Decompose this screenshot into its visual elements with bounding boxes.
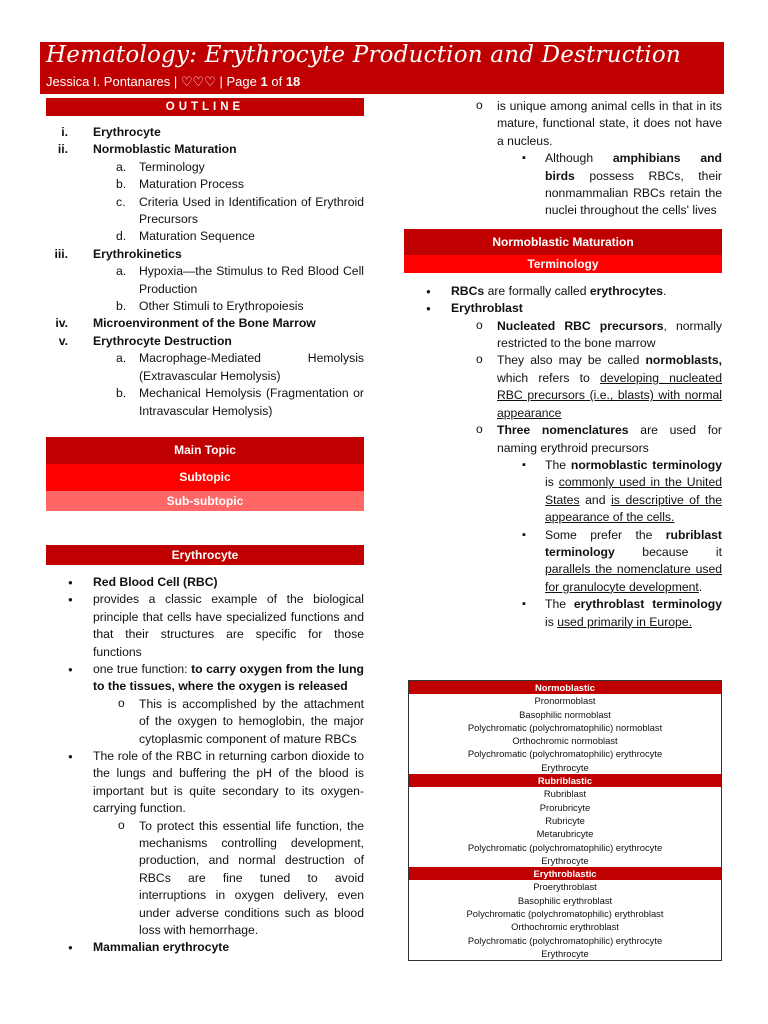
legend-main-topic: Main Topic: [46, 437, 364, 464]
text-run: and: [579, 492, 612, 507]
outline-num: v.: [58, 333, 68, 348]
outline-subitem: [46, 228, 364, 245]
nomenclature-table: [408, 680, 722, 961]
text-run: which refers to: [497, 370, 601, 385]
text-run: Nucleated RBC precursors: [497, 318, 664, 333]
table-row: Polychromatic (polychromatophilic) erythrocyte: [467, 841, 663, 853]
list-item: ● Erythroblast: [404, 300, 722, 317]
list-subitem: o To protect this essential life function, the mechanisms controlling development, production, and normal destruction of RBCs are fine tuned to avoid interruptions in oxygen delivery, even under adverse conditions such as blood loss with hemorrhage.: [46, 818, 364, 940]
text-run: RBCs: [451, 283, 485, 298]
text-run: one true function:: [93, 661, 192, 676]
text-run: developing nucleated RBC precursors (i.e., blasts) with normal appearance: [497, 370, 723, 420]
page-total: 18: [285, 74, 301, 89]
document-title: Hematology: Erythrocyte Production and Destruction: [46, 42, 681, 68]
outline-label: Mechanical Hemolysis (Fragmentation or Intravascular Hemolysis): [139, 386, 364, 418]
text-run: commonly used in the United States: [545, 475, 722, 507]
text-run: erythrocytes: [589, 283, 664, 298]
list-subitem: [404, 422, 722, 457]
outline-item: [46, 246, 364, 263]
table-row: Proerythroblast: [533, 881, 597, 893]
document-subtitle: Jessica I. Pontanares | ♡♡♡ | Page 1 of 18: [46, 74, 301, 89]
terminology-heading: Terminology: [404, 255, 722, 273]
outline-label: Criteria Used in Identification of Erythroid Precursors: [139, 194, 364, 227]
list-item: ● The role of the RBC in returning carbon dioxide to the lungs and buffering the pH of the blood is important but is quite secondary to its oxygen-carrying function.: [46, 748, 364, 818]
list-subsubitem: [404, 457, 722, 527]
outline-item: [46, 141, 364, 158]
list-subitem: o is unique among animal cells in that in its mature, functional state, it does not have a nucleus.: [404, 98, 722, 150]
table-row: Polychromatic (polychromatophilic) erythrocyte: [467, 934, 663, 946]
outline-num: a.: [116, 264, 127, 279]
outline-heading: OUTLINE: [46, 98, 364, 116]
text-run: erythroblast terminology: [573, 597, 722, 612]
text-run: Three nomenclatures: [497, 423, 629, 438]
text-run: The: [545, 597, 574, 612]
outline-subitem: [46, 194, 364, 229]
right-column: [404, 98, 722, 631]
list-subsubitem: [404, 527, 722, 597]
list-subsubitem: [404, 596, 722, 631]
table-row: Polychromatic (polychromatophilic) erythrocyte: [467, 748, 663, 760]
legend-subsubtopic: Sub-subtopic: [46, 491, 364, 511]
outline-list: [46, 124, 364, 420]
hearts-icon: ♡♡♡: [180, 74, 216, 89]
outline-num: a.: [116, 351, 127, 366]
table-header-erythroblastic: Erythroblastic: [409, 867, 721, 880]
outline-item: [46, 315, 364, 332]
text-run: normoblasts,: [645, 353, 722, 368]
outline-label: Erythrocyte Destruction: [93, 333, 232, 348]
text-run: The: [545, 457, 571, 472]
outline-label: Hypoxia—the Stimulus to Red Blood Cell Production: [139, 264, 364, 296]
outline-label: Other Stimuli to Erythropoiesis: [139, 299, 304, 314]
normoblastic-maturation-heading: Normoblastic Maturation: [404, 229, 722, 255]
list-item: ● Mammalian erythrocyte: [46, 939, 364, 956]
outline-subitem: [46, 385, 364, 420]
text-run: used primarily in Europe.: [557, 614, 692, 629]
table-row: Pronormoblast: [534, 695, 596, 707]
outline-num: a.: [116, 159, 127, 174]
table-row: Rubriblast: [543, 788, 587, 800]
table-row: Polychromatic (polychromatophilic) erythroblast: [466, 908, 664, 920]
table-row: Polychromatic (polychromatophilic) normoblast: [467, 721, 663, 733]
list-item: [46, 661, 364, 696]
table-row: Rubricyte: [545, 814, 585, 826]
outline-subitem: [46, 159, 364, 176]
text-run: .: [663, 283, 667, 298]
table-row: Orthochromic erythroblast: [511, 921, 619, 933]
table-row: Erythrocyte: [541, 947, 589, 959]
table-header-normoblastic: Normoblastic: [409, 681, 721, 694]
text-run: Some prefer the: [545, 527, 666, 542]
outline-num: iv.: [55, 316, 68, 331]
text-run: amphibians and birds: [545, 151, 722, 183]
text-run: possess RBCs, their nonmammalian RBCs retain the nuclei throughout the cells' lives: [545, 168, 722, 218]
text-run: is: [545, 475, 559, 490]
outline-num: b.: [116, 177, 127, 192]
table-header-rubriblastic: Rubriblastic: [409, 774, 721, 787]
text-run: normoblastic terminology: [570, 457, 723, 472]
list-item: ● Red Blood Cell (RBC): [46, 574, 364, 591]
page-of: of: [271, 74, 283, 89]
text-run: Although: [545, 151, 613, 166]
list-item: [404, 283, 722, 300]
outline-label: Microenvironment of the Bone Marrow: [93, 316, 316, 331]
author-name: Jessica I. Pontanares: [46, 74, 171, 89]
page-header: [40, 42, 724, 94]
outline-subitem: [46, 263, 364, 298]
table-row: Metarubricyte: [536, 828, 594, 840]
outline-num: ii.: [57, 142, 68, 157]
erythrocyte-heading: Erythrocyte: [46, 545, 364, 565]
outline-label: Terminology: [139, 159, 205, 174]
table-row: Orthochromic normoblast: [512, 735, 618, 747]
outline-num: c.: [116, 194, 126, 209]
outline-subitem: [46, 350, 364, 385]
list-subitem: [404, 352, 722, 422]
outline-item: [46, 333, 364, 350]
outline-label: Erythrocyte: [93, 125, 161, 139]
outline-item: [46, 124, 364, 141]
table-row: Erythrocyte: [541, 761, 589, 773]
list-item: ● provides a classic example of the biological principle that cells have specialized functions and that their structures are specific for those functions: [46, 591, 364, 661]
outline-num: d.: [116, 229, 127, 244]
table-row: Prorubricyte: [539, 801, 591, 813]
outline-label: Maturation Process: [139, 177, 244, 192]
page-label: Page: [226, 74, 257, 89]
text-run: are used for naming erythroid precursors: [497, 423, 722, 455]
outline-num: iii.: [54, 246, 68, 261]
text-run: rubriblast terminology: [545, 527, 722, 559]
table-row: Erythrocyte: [541, 854, 589, 866]
table-row: Basophilic erythroblast: [517, 894, 613, 906]
text-run: .: [698, 579, 703, 594]
left-column: [46, 98, 364, 957]
legend-subtopic: Subtopic: [46, 464, 364, 491]
text-run: is: [545, 614, 558, 629]
outline-label: Erythrokinetics: [93, 246, 182, 261]
text-run: is descriptive of the appearance of the cells.: [545, 492, 722, 525]
text-run: parallels the nomenclature used for granulocyte development: [545, 562, 722, 594]
page-number: 1: [260, 74, 268, 89]
list-subsubitem: [404, 150, 722, 220]
outline-label: Normoblastic Maturation: [93, 142, 237, 157]
outline-label: Macrophage-Mediated Hemolysis (Extravascular Hemolysis): [139, 351, 364, 383]
list-subitem: [404, 318, 722, 353]
text-run: are formally called: [484, 283, 590, 298]
text-run: because it: [614, 544, 722, 559]
list-subitem: o This is accomplished by the attachment of the oxygen to hemoglobin, the major cytoplasmic component of mature RBCs: [46, 696, 364, 748]
outline-num: b.: [116, 299, 127, 314]
outline-subitem: [46, 176, 364, 193]
outline-num: b.: [116, 386, 127, 401]
outline-subitem: [46, 298, 364, 315]
outline-num: i.: [61, 125, 68, 139]
text-run: to carry oxygen from the lung to the tissues, where the oxygen is released: [93, 661, 364, 694]
text-run: They also may be called: [497, 353, 646, 368]
text-run: , normally restricted to the bone marrow: [497, 318, 722, 351]
erythrocyte-list: [46, 574, 364, 957]
table-row: Basophilic normoblast: [519, 708, 611, 720]
outline-label: Maturation Sequence: [139, 229, 255, 244]
